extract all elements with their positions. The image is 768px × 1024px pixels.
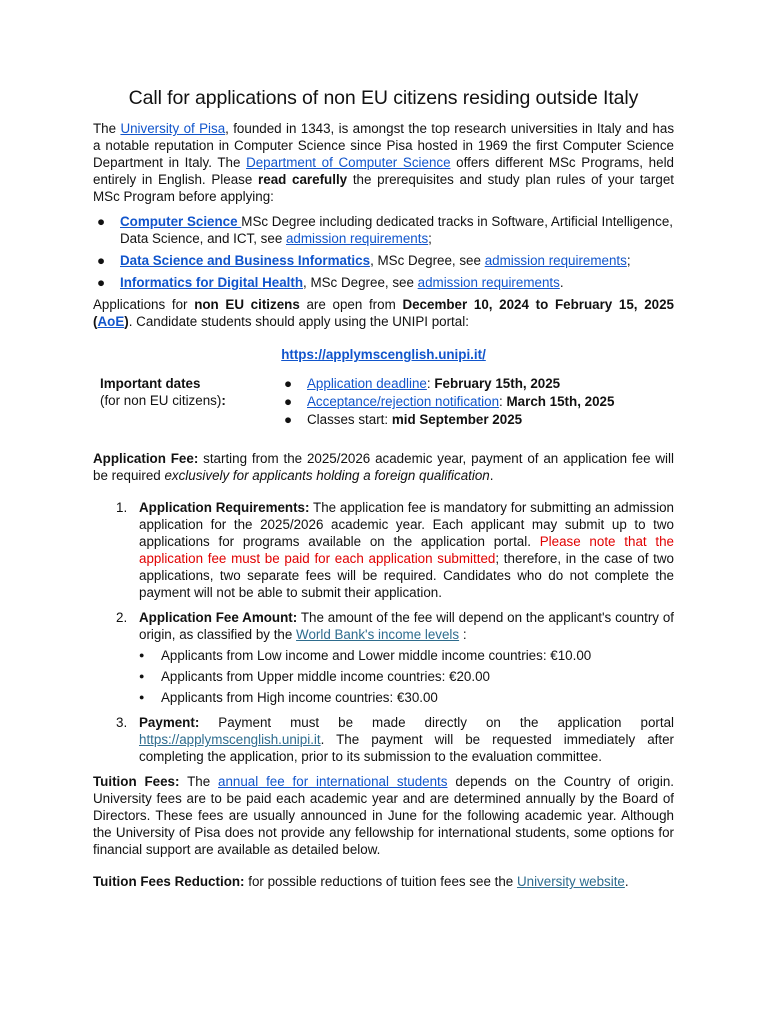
reduction-label: Tuition Fees Reduction: <box>93 874 245 889</box>
program-list <box>93 213 674 291</box>
portal-url: https://applymscenglish.unipi.it/ <box>281 347 486 362</box>
tuition-reduction-paragraph <box>93 873 674 890</box>
step-title: Payment: <box>139 715 200 730</box>
program-item <box>93 252 674 269</box>
step-text-2: : <box>459 627 467 642</box>
fee-amount-text: Applicants from Low income and Lower middle income countries: €10.00 <box>161 648 592 663</box>
step-title: Application Fee Amount: <box>139 610 298 625</box>
step-number: 2. <box>116 610 128 625</box>
fee-amount-item <box>139 647 674 664</box>
open-text-1: Applications for <box>93 297 195 312</box>
date-value: February 15th, 2025 <box>434 376 561 391</box>
dates-subtitle <box>100 392 284 409</box>
department-link[interactable]: Department of Computer Science <box>246 155 451 170</box>
fee-amount-item <box>139 689 674 706</box>
fee-text-2: . <box>489 468 494 483</box>
bullet-icon: ● <box>284 376 293 391</box>
open-text-3: . Candidate students should apply using the UNIPI portal: <box>128 314 469 329</box>
program-name: Informatics for Digital Health <box>120 275 304 290</box>
program-end: . <box>559 275 564 290</box>
step-text-1: The application fee is mandatory for submitting an admission application for the 2025/2026 academic year. Each applicant may submit up to two applications for programs available on the application portal. <box>139 500 674 549</box>
step-text-1: The amount of the fee will depend on the applicant's country of origin, as classified by the <box>139 610 674 642</box>
dates-title-text: Important dates <box>100 376 201 391</box>
bullet-icon: ● <box>139 671 145 681</box>
fee-amount-item <box>139 668 674 685</box>
payment-portal-link[interactable]: https://applymscenglish.unipi.it <box>139 732 321 747</box>
open-bold-1: non EU citizens <box>194 297 300 312</box>
application-deadline-link[interactable]: Application deadline <box>307 376 427 391</box>
step-text-2: . The payment will be requested immediately after completing the application, prior to its submission to the evaluation committee. <box>139 732 674 764</box>
fee-amount-list <box>139 647 674 706</box>
fee-steps-list <box>93 499 674 765</box>
program-link-digital-health[interactable] <box>120 275 303 290</box>
date-item <box>284 393 614 410</box>
application-fee-paragraph <box>93 450 674 484</box>
date-sep: : <box>426 376 435 391</box>
program-link-data-science[interactable] <box>120 253 370 268</box>
reduction-text-2: . <box>624 874 629 889</box>
program-name: Data Science and Business Informatics <box>120 253 371 268</box>
university-of-pisa-link[interactable]: University of Pisa <box>120 121 226 136</box>
fee-italic: exclusively for applicants holding a foreign qualification <box>164 468 490 483</box>
admission-requirements-link[interactable]: admission requirements <box>285 231 429 246</box>
tuition-text-1: The <box>179 774 219 789</box>
important-dates <box>93 375 674 429</box>
reduction-text-1: for possible reductions of tuition fees see the <box>244 874 517 889</box>
step-number: 3. <box>116 715 128 730</box>
open-text-2: are open from <box>299 297 403 312</box>
portal-link[interactable] <box>281 347 486 362</box>
admission-requirements-link[interactable]: admission requirements <box>484 253 627 268</box>
step-text-1: Payment must be made directly on the application portal <box>199 715 674 730</box>
date-item <box>284 375 614 392</box>
university-website-link[interactable]: University website <box>516 874 625 889</box>
date-item <box>284 411 614 428</box>
step-text-2: ; therefore, in the case of two applications, two separate fees will be required. Candidates who do not complete the payment will not be able to submit their application. <box>139 551 675 600</box>
tuition-fees-paragraph <box>93 773 674 858</box>
step-number: 1. <box>116 500 128 515</box>
open-close-paren: ) <box>124 314 129 329</box>
intro-bold: read carefully <box>258 172 348 187</box>
fee-step <box>93 714 674 765</box>
bullet-icon: ● <box>284 412 293 427</box>
intro-paragraph <box>93 120 674 205</box>
dates-list <box>284 375 614 429</box>
program-item <box>93 274 674 291</box>
program-link-computer-science[interactable] <box>120 214 241 229</box>
open-dates: December 10, 2024 to February 15, 2025 ( <box>93 297 674 329</box>
portal-link-container <box>93 346 674 363</box>
dates-colon: : <box>221 393 226 408</box>
intro-text-2: , founded in 1343, is amongst the top research universities in Italy and has a notable reputation in Computer Science since Pisa hosted in 1969 the first Computer Science Department in Italy. The <box>93 121 675 170</box>
tuition-label: Tuition Fees: <box>93 774 180 789</box>
fee-amount-text: Applicants from High income countries: €30.00 <box>161 690 438 705</box>
annual-fee-link[interactable]: annual fee for international students <box>218 774 448 789</box>
date-sep: : <box>499 394 507 409</box>
date-value: mid September 2025 <box>391 412 523 427</box>
world-bank-link[interactable]: World Bank's income levels <box>296 627 460 642</box>
bullet-icon: ● <box>97 214 106 229</box>
page-title: Call for applications of non EU citizens residing outside Italy <box>128 87 639 109</box>
step-title: Application Requirements: <box>139 500 310 515</box>
fee-step <box>93 609 674 706</box>
program-desc: MSc Degree including dedicated tracks in Software, Artificial Intelligence, Data Science, and ICT, see <box>120 214 673 246</box>
program-name: Computer Science <box>120 214 242 229</box>
fee-step <box>93 499 674 601</box>
program-desc: , MSc Degree, see <box>303 275 418 290</box>
step-warning: Please note that the application fee must be paid for each application submitted <box>139 534 674 566</box>
bullet-icon: ● <box>139 650 145 660</box>
date-value: March 15th, 2025 <box>506 394 615 409</box>
applications-open-paragraph <box>93 296 674 330</box>
dates-label <box>93 375 284 429</box>
bullet-icon: ● <box>139 692 145 702</box>
dates-title <box>100 375 284 392</box>
intro-text-4: the prerequisites and study plan rules of your target MSc Program before applying: <box>93 172 674 204</box>
dates-subtitle-text: (for non EU citizens) <box>100 393 222 408</box>
intro-text-3: offers different MSc Programs, held entirely in English. Please <box>93 155 674 187</box>
fee-text-1: starting from the 2025/2026 academic year, payment of an application fee will be required <box>93 451 674 483</box>
aoe-link[interactable]: AoE <box>97 314 125 329</box>
intro-text-1: The <box>93 121 121 136</box>
program-end: ; <box>626 253 631 268</box>
acceptance-notification-link[interactable]: Acceptance/rejection notification <box>307 394 500 409</box>
admission-requirements-link[interactable]: admission requirements <box>417 275 560 290</box>
bullet-icon: ● <box>97 275 106 290</box>
bullet-icon: ● <box>97 253 106 268</box>
date-text: Classes start: <box>307 412 392 427</box>
tuition-text-2: depends on the Country of origin. University fees are to be paid each academic year and are determined annually by the Board of Directors. These fees are usually announced in June for the following academic year. Although the University of Pisa does not provide any fellowship for international students, some options for financial support are available as detailed below. <box>93 774 674 857</box>
fee-label: Application Fee: <box>93 451 199 466</box>
program-end: ; <box>428 231 432 246</box>
program-desc: , MSc Degree, see <box>370 253 485 268</box>
fee-amount-text: Applicants from Upper middle income countries: €20.00 <box>161 669 490 684</box>
program-item <box>93 213 674 247</box>
bullet-icon: ● <box>284 394 293 409</box>
